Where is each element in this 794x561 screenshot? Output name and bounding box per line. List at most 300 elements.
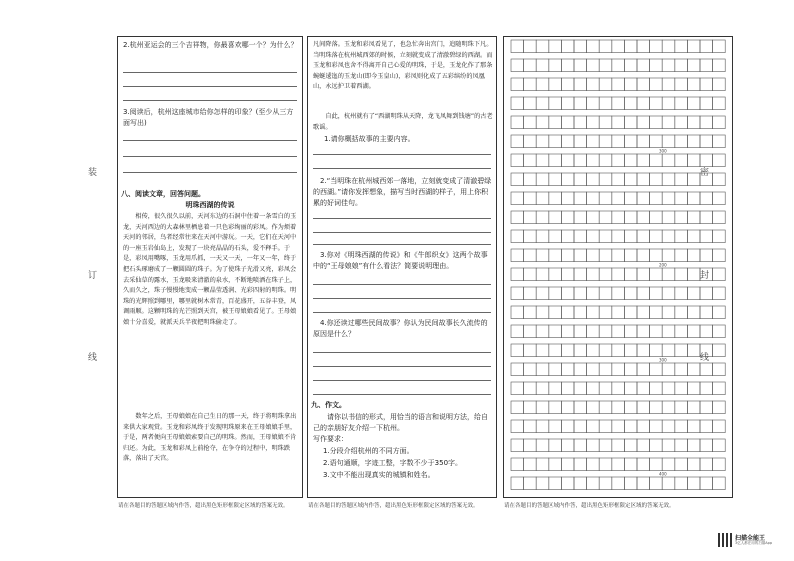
grid-cell [713, 401, 726, 414]
grid-cell [675, 116, 688, 129]
grid-cell [536, 249, 549, 262]
seal-char-3: 线 [700, 353, 710, 363]
grid-cell [637, 268, 650, 281]
grid-cell [524, 382, 537, 395]
grid-cell [624, 325, 637, 338]
grid-cell [587, 268, 600, 281]
grid-cell [599, 325, 612, 338]
grid-cell [561, 173, 574, 186]
col2-question-2: 2.“当明珠在杭州城西郊一落地，立刻就变成了清澈碧绿的西湖。”请你发挥想象，描写当时西湖的样子，用上你积累的好词佳句。 [313, 177, 492, 207]
grid-cell [587, 344, 600, 357]
grid-cell [536, 306, 549, 319]
grid-cell [574, 154, 587, 167]
grid-cell [612, 458, 625, 471]
grid-cell [637, 249, 650, 262]
answer-line[interactable] [123, 86, 297, 87]
grid-cell [549, 325, 562, 338]
grid-cell [549, 230, 562, 243]
grid-cell [561, 116, 574, 129]
grid-cell [687, 211, 700, 224]
story-title: 明珠西湖的传说 [185, 201, 235, 209]
grid-cell [713, 154, 726, 167]
grid-cell [561, 97, 574, 110]
grid-cell [599, 268, 612, 281]
grid-cell [675, 173, 688, 186]
grid-cell [675, 439, 688, 452]
grid-cell [687, 97, 700, 110]
grid-cell [700, 78, 713, 91]
grid-cell [700, 363, 713, 376]
grid-cell [700, 325, 713, 338]
answer-line[interactable] [123, 172, 297, 173]
grid-cell [687, 439, 700, 452]
grid-cell [511, 154, 524, 167]
grid-cell [511, 211, 524, 224]
grid-cell [687, 477, 700, 490]
answer-line[interactable] [313, 366, 491, 367]
grid-cell [612, 363, 625, 376]
grid-cell [700, 249, 713, 262]
grid-cell [650, 192, 663, 205]
col1-question-2: 2.杭州亚运会的三个吉祥物，你最喜欢哪一个？为什么？ [123, 41, 298, 49]
essay-requirement-3: 3.文中不能出现真实的城镇和姓名。 [323, 471, 435, 479]
grid-cell [612, 173, 625, 186]
grid-cell [511, 249, 524, 262]
grid-cell [511, 401, 524, 414]
grid-cell [536, 173, 549, 186]
grid-cell [612, 249, 625, 262]
grid-cell [624, 306, 637, 319]
answer-line[interactable] [313, 380, 491, 381]
grid-cell [561, 325, 574, 338]
grid-cell [713, 439, 726, 452]
grid-cell [700, 439, 713, 452]
binding-char-1: 装 [88, 168, 98, 178]
grid-cell [637, 173, 650, 186]
grid-cell [713, 97, 726, 110]
grid-cell [662, 268, 675, 281]
grid-cell [599, 363, 612, 376]
grid-cell [612, 287, 625, 300]
grid-cell [687, 173, 700, 186]
left-binding-label [88, 165, 97, 178]
grid-cell [612, 116, 625, 129]
scanner-badge-label: 扫描全能王 [735, 535, 766, 542]
grid-cell [524, 249, 537, 262]
grid-cell [549, 306, 562, 319]
grid-cell [662, 230, 675, 243]
grid-cell [713, 458, 726, 471]
grid-cell [713, 306, 726, 319]
col2-question-4: 4.你还读过哪些民间故事？你认为民间故事长久流传的原因是什么？ [313, 319, 488, 338]
grid-cell [700, 420, 713, 433]
grid-cell [637, 306, 650, 319]
col2-question-1: 1.请你概括故事的主要内容。 [324, 135, 415, 143]
grid-cell [662, 439, 675, 452]
grid-cell [675, 97, 688, 110]
grid-cell [713, 249, 726, 262]
grid-cell [624, 268, 637, 281]
grid-cell [637, 287, 650, 300]
grid-cell [700, 135, 713, 148]
grid-cell [574, 173, 587, 186]
grid-cell [561, 230, 574, 243]
grid-cell [536, 458, 549, 471]
grid-cell [549, 287, 562, 300]
grid-cell [587, 306, 600, 319]
grid-cell [574, 40, 587, 53]
grid-cell [587, 211, 600, 224]
grid-cell [536, 325, 549, 338]
grid-cell [587, 325, 600, 338]
grid-cell [637, 116, 650, 129]
grid-cell [700, 477, 713, 490]
grid-cell [536, 116, 549, 129]
grid-count-mark: 400 [659, 471, 667, 477]
grid-cell [637, 40, 650, 53]
grid-cell [524, 135, 537, 148]
answer-line[interactable] [313, 394, 491, 395]
grid-cell [650, 287, 663, 300]
grid-cell [587, 40, 600, 53]
answer-line[interactable] [313, 298, 491, 299]
grid-cell [549, 344, 562, 357]
grid-cell [524, 401, 537, 414]
grid-count-mark: 200 [659, 262, 667, 268]
grid-cell [675, 268, 688, 281]
col2-question-3: 3.你对《明珠西湖的传说》和《牛郎织女》这两个故事中的“王母娘娘”有什么看法？简要说明理由。 [313, 251, 488, 270]
grid-cell [561, 249, 574, 262]
grid-cell [549, 135, 562, 148]
grid-cell [524, 40, 537, 53]
grid-cell [675, 211, 688, 224]
grid-cell [662, 116, 675, 129]
grid-cell [549, 458, 562, 471]
grid-cell [612, 382, 625, 395]
grid-cell [700, 306, 713, 319]
grid-cell [574, 192, 587, 205]
grid-cell [662, 97, 675, 110]
grid-cell [662, 420, 675, 433]
grid-cell [662, 249, 675, 262]
grid-cell [713, 268, 726, 281]
grid-cell [549, 382, 562, 395]
answer-line[interactable] [123, 156, 297, 157]
grid-cell [624, 154, 637, 167]
grid-cell [713, 363, 726, 376]
grid-cell [599, 230, 612, 243]
grid-cell [637, 363, 650, 376]
grid-cell [662, 154, 675, 167]
grid-cell [599, 344, 612, 357]
grid-cell [713, 230, 726, 243]
grid-cell [561, 382, 574, 395]
grid-cell [524, 287, 537, 300]
story-paragraph-4: 自此，杭州就有了“西湖明珠从天降，龙飞凤舞到钱塘”的古老歌谣。 [313, 113, 493, 131]
grid-cell [599, 173, 612, 186]
grid-cell [675, 458, 688, 471]
grid-cell [675, 40, 688, 53]
answer-line[interactable] [123, 72, 297, 73]
answer-line[interactable] [313, 352, 491, 353]
grid-cell [549, 116, 562, 129]
story-paragraph-3: 凡间降落。玉龙和彩凤看见了，也急忙奔出宫门，追随明珠下凡。当明珠落在杭州城西郊的时候，立刻就变成了清澈碧绿的西湖。而玉龙和彩凤也舍不得离开自己心爱的明珠，于是，玉龙化作了那条蜿蜒逶迤的玉龙山(即今玉皇山)，彩凤则化成了五彩缤纷的凤凰山，永远护卫着西湖。 [313, 41, 493, 91]
grid-cell [687, 78, 700, 91]
grid-cell [574, 344, 587, 357]
grid-cell [612, 59, 625, 72]
grid-cell [524, 154, 537, 167]
grid-cell [713, 211, 726, 224]
grid-cell [687, 268, 700, 281]
grid-cell [662, 401, 675, 414]
essay-prompt: 请你以书信的形式，用恰当的语言和说明方法，给自己的亲朋好友介绍一下杭州。 [313, 413, 488, 432]
grid-cell [612, 344, 625, 357]
grid-cell [574, 382, 587, 395]
grid-cell [536, 230, 549, 243]
grid-cell [599, 116, 612, 129]
grid-cell [650, 268, 663, 281]
grid-cell [624, 363, 637, 376]
grid-cell [687, 325, 700, 338]
grid-cell [650, 97, 663, 110]
grid-cell [574, 135, 587, 148]
section-9-heading: 九、作文。 [311, 401, 346, 409]
grid-cell [536, 135, 549, 148]
grid-cell [612, 420, 625, 433]
answer-line[interactable] [313, 244, 491, 245]
grid-cell [511, 40, 524, 53]
grid-cell [574, 268, 587, 281]
grid-cell [713, 78, 726, 91]
answer-line[interactable] [313, 218, 491, 219]
grid-cell [687, 382, 700, 395]
seal-char-2: 封 [700, 271, 710, 281]
grid-cell [574, 363, 587, 376]
grid-cell [624, 401, 637, 414]
grid-cell [524, 344, 537, 357]
grid-cell [675, 287, 688, 300]
scanner-watermark [718, 531, 788, 551]
grid-cell [637, 78, 650, 91]
grid-cell [524, 78, 537, 91]
grid-cell [637, 401, 650, 414]
grid-cell [599, 78, 612, 91]
grid-cell [675, 192, 688, 205]
grid-cell [511, 287, 524, 300]
grid-cell [511, 78, 524, 91]
grid-cell [599, 439, 612, 452]
grid-cell [587, 420, 600, 433]
grid-cell [700, 458, 713, 471]
grid-cell [599, 40, 612, 53]
grid-cell [549, 477, 562, 490]
grid-cell [675, 401, 688, 414]
grid-cell [675, 306, 688, 319]
grid-cell [511, 439, 524, 452]
grid-cell [561, 439, 574, 452]
grid-cell [524, 363, 537, 376]
composition-grid[interactable] [509, 38, 729, 494]
grid-cell [511, 268, 524, 281]
grid-cell [624, 458, 637, 471]
grid-cell [687, 40, 700, 53]
grid-cell [536, 78, 549, 91]
grid-cell [675, 363, 688, 376]
grid-cell [524, 420, 537, 433]
grid-cell [612, 306, 625, 319]
grid-cell [511, 97, 524, 110]
grid-cell [675, 325, 688, 338]
grid-cell [587, 59, 600, 72]
grid-cell [511, 116, 524, 129]
grid-cell [637, 135, 650, 148]
grid-cell [700, 230, 713, 243]
grid-cell [624, 249, 637, 262]
grid-cell [574, 401, 587, 414]
grid-cell [587, 135, 600, 148]
grid-cell [637, 420, 650, 433]
grid-cell [599, 135, 612, 148]
grid-cell [700, 116, 713, 129]
grid-cell [612, 192, 625, 205]
grid-cell [662, 40, 675, 53]
grid-cell [587, 249, 600, 262]
grid-cell [599, 306, 612, 319]
grid-cell [561, 59, 574, 72]
grid-cell [549, 40, 562, 53]
essay-requirements-title: 写作要求： [313, 435, 348, 443]
grid-cell [612, 268, 625, 281]
story-paragraph-1: 相传，很久很久以前，天河东边的石洞中住着一条雪白的玉龙，天河西边的大森林里栖息着一只色彩绚丽的彩凤。作为烦着天河的邻居，鸟者经常往来在天河中游玩。一天，它们在天河中的一座玉岩仙岛上，发现了一块亮晶晶的石头，爱不释手。于是，彩凤用嘴啄，玉龙用爪抓，一天又一天，一年又一年，终于把石头琢磨成了一颗圆圆的珠子。为了使珠子光滑又亮，彩凤会去采仙草的露水，玉龙吸来清澈的泉水，不断地喷洒在珠子上，久而久之，珠子慢慢地变成一颗晶莹透润、光彩四射的明珠。明珠的光辉照到哪里，哪里就树木常青，百花盛开，五谷丰登，风调雨顺。这颗明珠的光芒照到天宫，被王母娘娘看见了。王母娘娘十分喜爱，就派天兵半夜把明珠偷走了。 [123, 213, 297, 326]
answer-line[interactable] [313, 154, 491, 155]
grid-cell [511, 344, 524, 357]
grid-cell [561, 344, 574, 357]
grid-cell [650, 458, 663, 471]
grid-cell [650, 116, 663, 129]
grid-cell [650, 135, 663, 148]
grid-cell [549, 211, 562, 224]
grid-cell [713, 40, 726, 53]
grid-cell [713, 192, 726, 205]
footer-notice-2: 请在各题目的答题区域内作答，超出黑色矩形框限定区域的答案无效。 [308, 503, 479, 509]
answer-line[interactable] [313, 232, 491, 233]
grid-cell [612, 211, 625, 224]
binding-char-3: 线 [88, 353, 98, 363]
answer-line[interactable] [313, 312, 491, 313]
grid-cell [687, 420, 700, 433]
grid-cell [599, 211, 612, 224]
grid-cell [587, 173, 600, 186]
grid-cell [713, 344, 726, 357]
grid-cell [650, 154, 663, 167]
grid-cell [662, 173, 675, 186]
grid-cell [524, 306, 537, 319]
grid-cell [524, 59, 537, 72]
grid-cell [700, 344, 713, 357]
grid-cell [549, 439, 562, 452]
grid-cell [549, 173, 562, 186]
grid-cell [687, 154, 700, 167]
answer-line[interactable] [313, 168, 491, 169]
grid-cell [650, 382, 663, 395]
grid-cell [675, 78, 688, 91]
grid-cell [612, 135, 625, 148]
grid-cell [511, 458, 524, 471]
grid-cell [587, 230, 600, 243]
grid-cell [662, 363, 675, 376]
grid-cell [536, 363, 549, 376]
grid-cell [675, 59, 688, 72]
story-paragraph-2: 数年之后，王母娘娘在自己生日的那一天，终于将明珠拿出来供大家观赏。玉龙和彩凤终于发现明珠原来在王母娘娘手里，于是，两者便向王母娘娘索要自己的明珠。然而，王母娘娘不肯归还。为此，玉龙和彩凤上前抢夺，在争夺的过程中，明珠跌落，落出了天宫。 [123, 413, 297, 463]
answer-line[interactable] [313, 284, 491, 285]
grid-cell [599, 59, 612, 72]
grid-cell [713, 420, 726, 433]
grid-cell [612, 40, 625, 53]
section-8-heading: 八、阅读文章，回答问题。 [121, 190, 205, 198]
grid-cell [561, 40, 574, 53]
grid-cell [511, 363, 524, 376]
grid-cell [624, 211, 637, 224]
grid-cell [713, 325, 726, 338]
grid-cell [700, 40, 713, 53]
grid-cell [662, 306, 675, 319]
grid-cell [561, 287, 574, 300]
essay-requirement-2: 2.语句通顺，字迹工整，字数不少于350字。 [323, 459, 463, 467]
grid-cell [549, 401, 562, 414]
grid-cell [561, 477, 574, 490]
grid-cell [536, 40, 549, 53]
grid-cell [574, 230, 587, 243]
grid-cell [524, 97, 537, 110]
grid-cell [687, 249, 700, 262]
grid-cell [650, 363, 663, 376]
grid-cell [536, 439, 549, 452]
grid-cell [561, 135, 574, 148]
grid-cell [536, 192, 549, 205]
grid-cell [637, 97, 650, 110]
answer-line[interactable] [123, 140, 297, 141]
grid-cell [561, 192, 574, 205]
grid-cell [687, 401, 700, 414]
grid-cell [650, 420, 663, 433]
grid-cell [624, 420, 637, 433]
grid-cell [687, 344, 700, 357]
composition-grid-svg [509, 38, 729, 494]
grid-cell [687, 135, 700, 148]
col1-question-3: 3.阅读后，杭州这座城市给你怎样的印象？(至少从三方面写出) [123, 108, 294, 127]
grid-cell [549, 268, 562, 281]
grid-cell [637, 230, 650, 243]
grid-cell [624, 287, 637, 300]
grid-cell [587, 458, 600, 471]
grid-cell [624, 344, 637, 357]
grid-cell [574, 211, 587, 224]
grid-cell [587, 363, 600, 376]
grid-cell [549, 363, 562, 376]
grid-cell [536, 382, 549, 395]
grid-cell [599, 249, 612, 262]
grid-cell [599, 287, 612, 300]
grid-cell [713, 173, 726, 186]
grid-cell [637, 211, 650, 224]
grid-cell [574, 78, 587, 91]
answer-line[interactable] [123, 100, 297, 101]
grid-cell [624, 382, 637, 395]
grid-cell [675, 249, 688, 262]
grid-cell [524, 116, 537, 129]
grid-cell [561, 78, 574, 91]
grid-cell [713, 287, 726, 300]
